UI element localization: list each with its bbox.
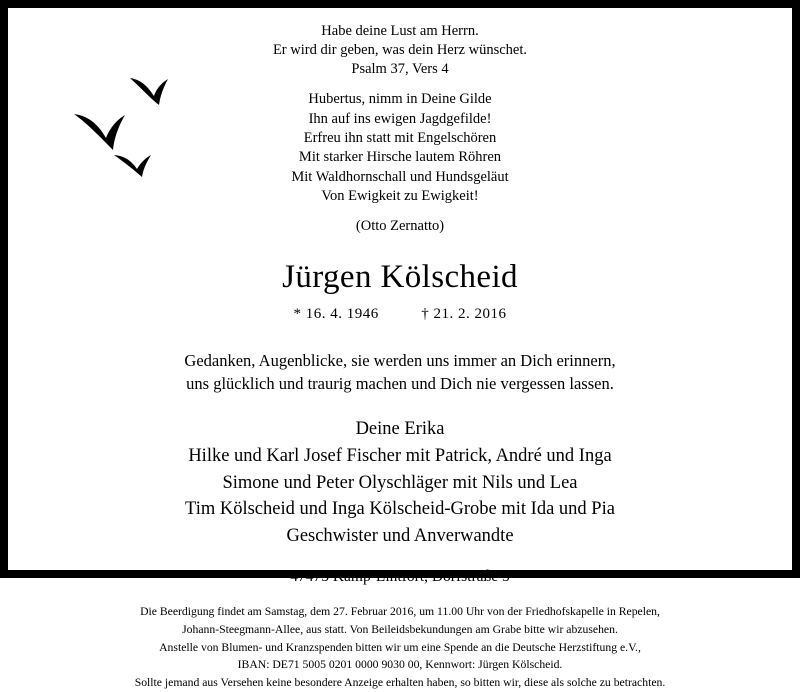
verse-line: Habe deine Lust am Herrn.	[321, 23, 479, 39]
footer-line: Johann-Steegmann-Allee, aus statt. Von Beileidsbekundungen am Grabe bitte wir abzusehen.	[182, 622, 618, 636]
memorial-line: Gedanken, Augenblicke, sie werden uns immer an Dich erinnern,	[184, 351, 616, 371]
address: 47475 Kamp-Lintfort, Dorfstraße 5	[290, 567, 510, 585]
memorial-line: uns glücklich und traurig machen und Dich nie vergessen lassen.	[186, 374, 614, 394]
flying-birds-icon	[68, 70, 203, 180]
funeral-details	[44, 603, 756, 692]
footer-line: Sollte jemand aus Versehen keine besondere Anzeige erhalten haben, so bitten wir, diese als solche zu betrachten.	[134, 676, 666, 690]
poem-line: Mit Waldhornschall und Hundsgeläut	[291, 168, 509, 185]
verse-line: Er wird dir geben, was dein Herz wünschet.	[272, 42, 528, 59]
footer-line: Die Beerdigung findet am Samstag, dem 27. Februar 2016, um 11.00 Uhr von der Friedhofskapelle in Repelen,	[140, 604, 660, 618]
notice-body	[8, 8, 792, 690]
family-line: Geschwister und Anverwandte	[286, 526, 514, 547]
poem-line: Mit starker Hirsche lautem Röhren	[298, 149, 502, 166]
verse-reference: Psalm 37, Vers 4	[351, 61, 449, 78]
poem-author: (Otto Zernatto)	[355, 218, 445, 235]
family-line: Deine Erika	[355, 418, 445, 439]
family-line: Simone und Peter Olyschläger mit Nils und Lea	[222, 472, 578, 493]
footer-line-iban: IBAN: DE71 5005 0201 0000 9030 00, Kennwort: Jürgen Kölscheid.	[237, 658, 563, 672]
family-line: Hilke und Karl Josef Fischer mit Patrick, André und Inga	[188, 445, 612, 466]
poem-line: Von Ewigkeit zu Ewigkeit!	[321, 187, 479, 204]
deceased-name: Jürgen Kölscheid	[282, 259, 518, 296]
birth-date: * 16. 4. 1946	[293, 306, 379, 323]
footer-line: Anstelle von Blumen- und Kranzspenden bitten wir um eine Spende an die Deutsche Herzstiftung e.V.,	[159, 640, 641, 654]
poem-line: Ihn auf ins ewigen Jagdgefilde!	[308, 110, 492, 127]
family-list	[44, 416, 756, 550]
family-line: Tim Kölscheid und Inga Kölscheid-Grobe mit Ida und Pia	[185, 499, 615, 520]
poem-line: Hubertus, nimm in Deine Gilde	[308, 91, 492, 108]
death-date: † 21. 2. 2016	[421, 306, 507, 323]
life-dates	[44, 306, 756, 323]
memorial-text	[44, 349, 756, 396]
poem-line: Erfreu ihn statt mit Engelschören	[303, 129, 497, 146]
